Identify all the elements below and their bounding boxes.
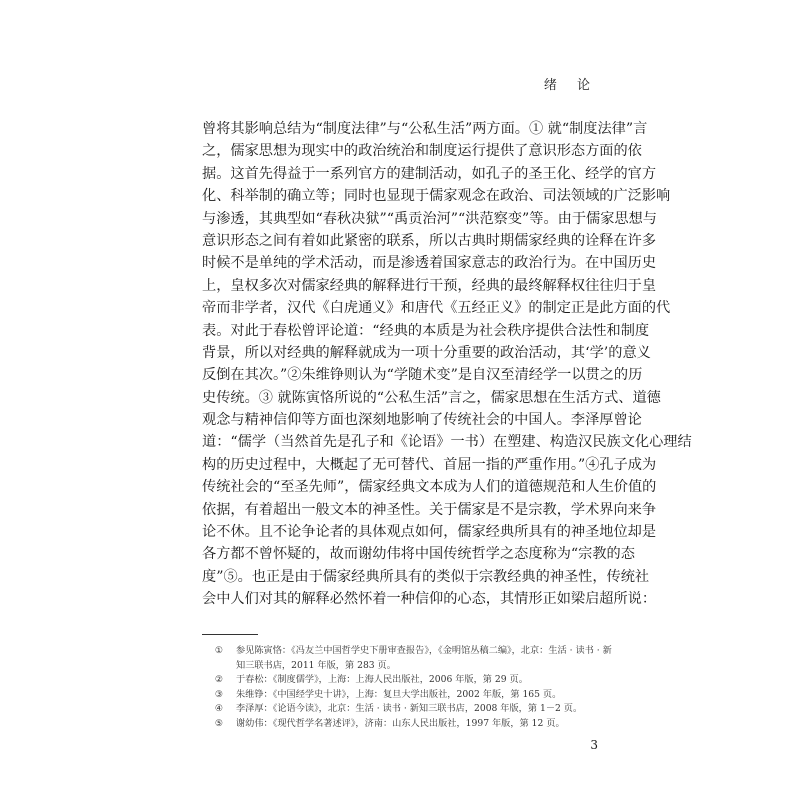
footnote [202, 688, 600, 703]
footnote-text: 谢幼伟：《现代哲学名著述评》，济南：山东人民出版社，1997 年版，第 12 页。 [236, 717, 565, 729]
page-number: 3 [590, 738, 598, 752]
footnote [202, 644, 612, 659]
body-line: 传统社会的“至圣先师”，儒家经典文本成为人们的道德规范和人生价值的 [202, 479, 657, 496]
footnote-continuation: 知三联书店，2011 年版，第 283 页。 [236, 659, 396, 671]
body-line: 意识形态之间有着如此紧密的联系，所以古典时期儒家经典的诠释在许多 [202, 232, 657, 249]
footnote [202, 673, 600, 688]
body-line: 上，皇权多次对儒家经典的解释进行干预，经典的最终解释权往往归于皇 [202, 277, 657, 294]
body-line: 史传统。③ 就陈寅恪所说的“公私生活”言之，儒家思想在生活方式、道德 [202, 389, 661, 406]
body-line: 度”⑤。也正是由于儒家经典所具有的类似于宗教经典的神圣性，传统社 [202, 568, 650, 585]
footnote-mark: ⑤ [214, 717, 224, 729]
footnote-mark: ④ [214, 703, 224, 715]
body-line: 各方都不曾怀疑的，故而谢幼伟将中国传统哲学之态度称为“宗教的态 [202, 546, 635, 563]
body-line: 会中人们对其的解释必然怀着一种信仰的心态，其情形正如梁启超所说： [202, 591, 657, 608]
footnote-text: 朱维铮：《中国经学史十讲》，上海：复旦大学出版社，2002 年版，第 165 页。 [236, 688, 562, 700]
footnote-text: 于春松：《制度儒学》，上海：上海人民出版社，2006 年版，第 29 页。 [236, 674, 528, 686]
footnote [202, 717, 600, 732]
body-line: 论不休。且不论争论者的具体观点如何，儒家经典所具有的神圣地位却是 [202, 524, 657, 541]
body-line: 帝而非学者，汉代《白虎通义》和唐代《五经正义》的制定正是此方面的代 [202, 300, 671, 317]
body-line: 曾将其影响总结为“制度法律”与“公私生活”两方面。① 就“制度法律”言 [202, 121, 648, 137]
body-line: 与渗透，其典型如“春秋决狱”“禹贡治河”“洪范察变”等。由于儒家思想与 [202, 210, 657, 227]
body-line: 时候不是单纯的学术活动，而是渗透着国家意志的政治行为。在中国历史 [202, 255, 657, 272]
footnotes [202, 644, 612, 732]
footnote-mark: ② [214, 674, 224, 686]
body-line: 观念与精神信仰等方面也深刻地影响了传统社会的中国人。李泽厚曾论 [202, 412, 642, 429]
body-line: 构的历史过程中，大概起了无可替代、首屈一指的严重作用。”④孔子成为 [202, 456, 657, 473]
body-line: 之，儒家思想为现实中的政治统治和制度运行提供了意识形态方面的依 [202, 143, 642, 160]
footnote-text: 参见陈寅恪：《冯友兰中国哲学史下册审查报告》，《金明馆丛稿二编》，北京：生活 · 读书 · 新 [236, 645, 612, 656]
body-line: 表。对此于春松曾评论道：“经典的本质是为社会秩序提供合法性和制度 [202, 322, 650, 339]
footnote-mark: ③ [214, 688, 224, 700]
running-head: 绪 论 [543, 78, 598, 93]
footnote [202, 702, 600, 717]
body-line: 道：“儒学（当然首先是孔子和《论语》一书）在塑建、构造汉民族文化心理结 [202, 434, 692, 451]
body-line: 据。这首先得益于一系列官方的建制活动，如孔子的圣王化、经学的官方 [202, 165, 657, 182]
body-line: 化、科举制的确立等；同时也显现于儒家观念在政治、司法领域的广泛影响 [202, 188, 671, 205]
body-line: 依据，有着超出一般文本的神圣性。关于儒家是不是宗教，学术界向来争 [202, 501, 657, 518]
footnote-mark: ① [214, 645, 224, 656]
body-line: 反倒在其次。”②朱维铮则认为“学随术变”是自汉至清经学一以贯之的历 [202, 367, 643, 384]
body-text [202, 118, 692, 611]
body-line: 背景，所以对经典的解释就成为一项十分重要的政治活动，其‘学’的意义 [202, 344, 651, 361]
footnote-text: 李泽厚：《论语今读》，北京：生活 · 读书 · 新知三联书店，2008 年版，第 1－2 页。 [236, 703, 583, 715]
footnote-rule [202, 634, 258, 635]
